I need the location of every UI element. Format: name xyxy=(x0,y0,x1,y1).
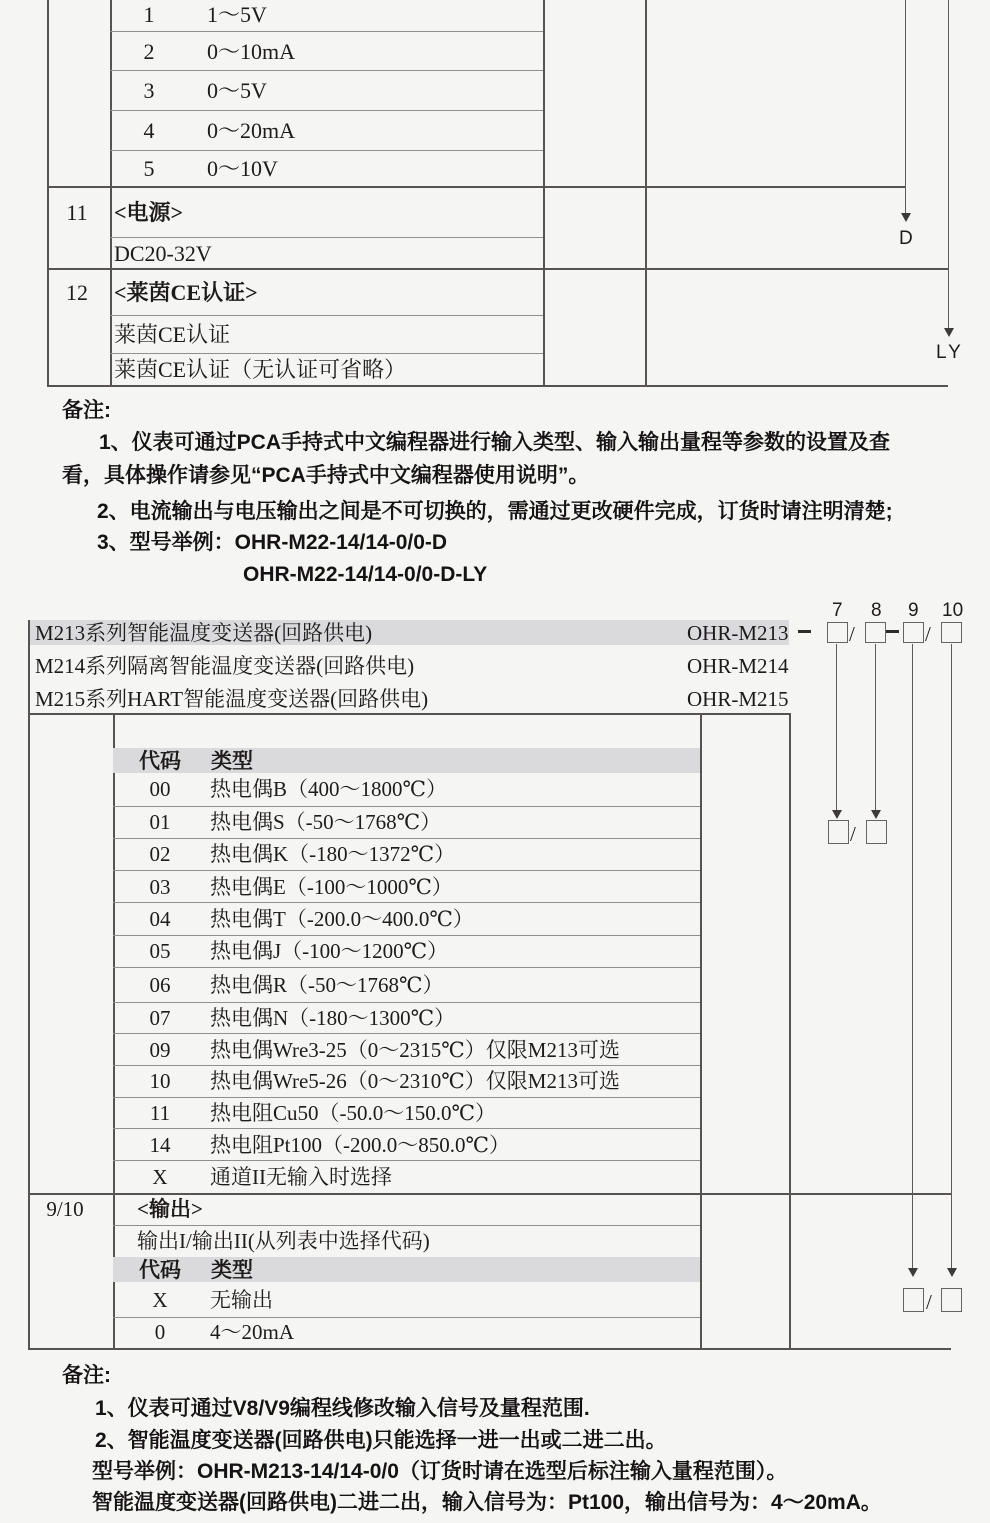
code-box-7 xyxy=(827,622,848,643)
cell-type: 无输出 xyxy=(210,1288,273,1312)
field-header: <电源> xyxy=(114,200,184,225)
table-divider xyxy=(645,0,647,386)
cell-type: 热电偶S（-50～1768℃） xyxy=(210,810,442,834)
arrow-down-icon xyxy=(908,1268,918,1277)
model-code: OHR-M213 xyxy=(687,621,789,645)
model-name: M213系列智能温度变送器(回路供电) xyxy=(35,621,373,645)
note-line: 3、型号举例：OHR-M22-14/14-0/0-D xyxy=(97,531,448,554)
column-header-type: 类型 xyxy=(211,1258,253,1282)
cell-code: 14 xyxy=(149,1133,171,1157)
option-code: 2 xyxy=(143,39,155,64)
row-divider xyxy=(110,110,543,111)
cell-code: X xyxy=(152,1165,168,1189)
table-divider xyxy=(113,713,115,1349)
row-divider xyxy=(110,315,543,316)
row-divider xyxy=(113,935,700,936)
selector-line xyxy=(951,644,952,1268)
row-divider xyxy=(113,1002,700,1003)
notes-title: 备注: xyxy=(62,399,111,422)
cell-type: 通道II无输入时选择 xyxy=(210,1165,392,1189)
target-box-7 xyxy=(828,820,849,844)
section-divider xyxy=(28,1193,951,1195)
field-subheader: 输出I/输出II(从列表中选择代码) xyxy=(137,1229,430,1253)
field-header: <输出> xyxy=(137,1197,203,1221)
section-divider xyxy=(47,268,948,270)
field-header: <莱茵CE认证> xyxy=(114,280,258,305)
position-number: 8 xyxy=(871,600,882,621)
row-number: 9/10 xyxy=(46,1197,84,1221)
row-divider xyxy=(113,1225,700,1226)
cell-type: 热电阻Cu50（-50.0～150.0℃） xyxy=(210,1101,496,1125)
cell-code: 07 xyxy=(149,1006,171,1030)
note-line: 2、智能温度变送器(回路供电)只能选择一进一出或二进二出。 xyxy=(95,1429,667,1452)
arrow-down-icon xyxy=(871,810,881,819)
slash: / xyxy=(925,622,931,646)
cell-code: 10 xyxy=(149,1069,171,1093)
model-code: OHR-M215 xyxy=(687,687,789,711)
row-divider xyxy=(113,902,700,903)
option-value: 0～10V xyxy=(207,156,278,181)
row-divider xyxy=(113,1317,700,1318)
option-value: 0～20mA xyxy=(207,118,296,143)
dash xyxy=(798,630,811,633)
row-divider xyxy=(113,838,700,839)
row-divider xyxy=(113,1160,700,1161)
note-line: 智能温度变送器(回路供电)二进二出，输入信号为：Pt100，输出信号为：4～20mA。 xyxy=(92,1491,882,1514)
table-border-bottom xyxy=(28,1348,951,1350)
cell-type: 热电偶N（-180～1300℃） xyxy=(210,1006,456,1030)
cell-type: 热电偶B（400～1800℃） xyxy=(210,777,447,801)
column-header-type: 类型 xyxy=(211,749,253,773)
table-divider xyxy=(110,0,112,386)
row-divider xyxy=(110,150,543,151)
note-line: 1、仪表可通过V8/V9编程线修改输入信号及量程范围. xyxy=(95,1397,590,1420)
cell-code: 03 xyxy=(149,875,171,899)
cell-type: 热电偶J（-100～1200℃） xyxy=(210,939,449,963)
cell-code: 0 xyxy=(154,1320,166,1344)
target-box-10 xyxy=(941,1288,962,1312)
arrow-down-icon xyxy=(947,1268,957,1277)
cell-code: 09 xyxy=(149,1038,171,1062)
cell-code: 01 xyxy=(149,810,171,834)
cell-type: 热电偶Wre3-25（0～2315℃）仅限M213可选 xyxy=(210,1038,620,1062)
option-value: 1～5V xyxy=(207,2,267,27)
field-value: DC20-32V xyxy=(114,241,212,266)
table-border-right xyxy=(789,713,791,1349)
row-divider xyxy=(113,1097,700,1098)
cell-type: 热电偶R（-50～1768℃） xyxy=(210,973,444,997)
option-value: 0～10mA xyxy=(207,39,296,64)
cell-type: 热电阻Pt100（-200.0～850.0℃） xyxy=(210,1133,510,1157)
field-option: 莱茵CE认证 xyxy=(114,322,231,347)
field-option: 莱茵CE认证（无认证可省略） xyxy=(114,357,407,382)
notes-title: 备注: xyxy=(62,1364,111,1387)
target-box-9 xyxy=(903,1288,924,1312)
selector-line xyxy=(948,0,949,328)
position-number: 9 xyxy=(908,600,919,621)
target-box-8 xyxy=(866,820,887,844)
cell-code: 04 xyxy=(149,907,171,931)
section-divider xyxy=(47,186,905,188)
code-letter: LY xyxy=(936,342,964,363)
cell-type: 热电偶K（-180～1372℃） xyxy=(210,842,456,866)
position-number: 10 xyxy=(942,600,964,621)
arrow-down-icon xyxy=(944,328,954,337)
selector-line xyxy=(875,644,876,810)
row-divider xyxy=(113,870,700,871)
dash xyxy=(886,630,899,633)
table-border-left xyxy=(28,620,30,1349)
note-line: 1、仪表可通过PCA手持式中文编程器进行输入类型、输入输出量程等参数的设置及查 xyxy=(99,431,891,454)
table-border-left xyxy=(47,0,49,386)
table-divider xyxy=(700,713,702,1349)
model-name: M214系列隔离智能温度变送器(回路供电) xyxy=(35,654,415,678)
cell-type: 热电偶Wre5-26（0～2310℃）仅限M213可选 xyxy=(210,1069,620,1093)
arrow-down-icon xyxy=(901,213,911,222)
selector-line xyxy=(905,0,906,213)
option-code: 3 xyxy=(143,78,155,103)
cell-type: 热电偶T（-200.0～400.0℃） xyxy=(210,907,474,931)
row-divider xyxy=(113,1128,700,1129)
option-code: 4 xyxy=(143,118,155,143)
code-box-8 xyxy=(865,622,886,643)
table-border-bottom xyxy=(47,385,948,387)
cell-type: 热电偶E（-100～1000℃） xyxy=(210,875,453,899)
slash: / xyxy=(926,1290,932,1314)
cell-code: 05 xyxy=(149,939,171,963)
code-box-9 xyxy=(903,622,924,643)
header-band xyxy=(113,748,700,773)
row-divider xyxy=(113,1033,700,1034)
section-divider xyxy=(28,713,789,715)
selector-line xyxy=(836,644,837,810)
cell-code: 02 xyxy=(149,842,171,866)
header-band xyxy=(113,1257,700,1282)
option-code: 1 xyxy=(143,2,155,27)
note-line: 型号举例：OHR-M213-14/14-0/0（订货时请在选型后标注输入量程范围）。 xyxy=(92,1460,788,1483)
note-line: OHR-M22-14/14-0/0-D-LY xyxy=(243,563,488,586)
row-divider xyxy=(110,353,543,354)
cell-code: 00 xyxy=(149,777,171,801)
cell-code: 11 xyxy=(149,1101,171,1125)
selector-line xyxy=(912,644,913,1268)
row-divider xyxy=(113,806,700,807)
position-number: 7 xyxy=(832,600,843,621)
arrow-down-icon xyxy=(832,810,842,819)
code-letter: D xyxy=(899,228,915,249)
cell-type: 4～20mA xyxy=(210,1320,294,1344)
row-number: 12 xyxy=(66,280,88,305)
column-header-code: 代码 xyxy=(139,749,181,773)
row-divider xyxy=(110,31,543,32)
row-divider xyxy=(110,237,543,238)
model-code: OHR-M214 xyxy=(687,654,789,678)
row-number: 11 xyxy=(66,200,88,225)
code-box-10 xyxy=(941,622,962,643)
option-value: 0～5V xyxy=(207,78,267,103)
note-line: 看，具体操作请参见“PCA手持式中文编程器使用说明”。 xyxy=(62,464,590,487)
row-divider xyxy=(110,70,543,71)
note-line: 2、电流输出与电压输出之间是不可切换的，需通过更改硬件完成，订货时请注明清楚; xyxy=(97,500,893,523)
cell-code: 06 xyxy=(149,973,171,997)
row-divider xyxy=(113,1065,700,1066)
option-code: 5 xyxy=(143,156,155,181)
row-divider xyxy=(113,967,700,968)
column-header-code: 代码 xyxy=(139,1258,181,1282)
model-name: M215系列HART智能温度变送器(回路供电) xyxy=(35,687,429,711)
table-divider xyxy=(543,0,545,386)
slash: / xyxy=(849,622,855,646)
cell-code: X xyxy=(152,1288,168,1312)
slash: / xyxy=(850,822,856,846)
